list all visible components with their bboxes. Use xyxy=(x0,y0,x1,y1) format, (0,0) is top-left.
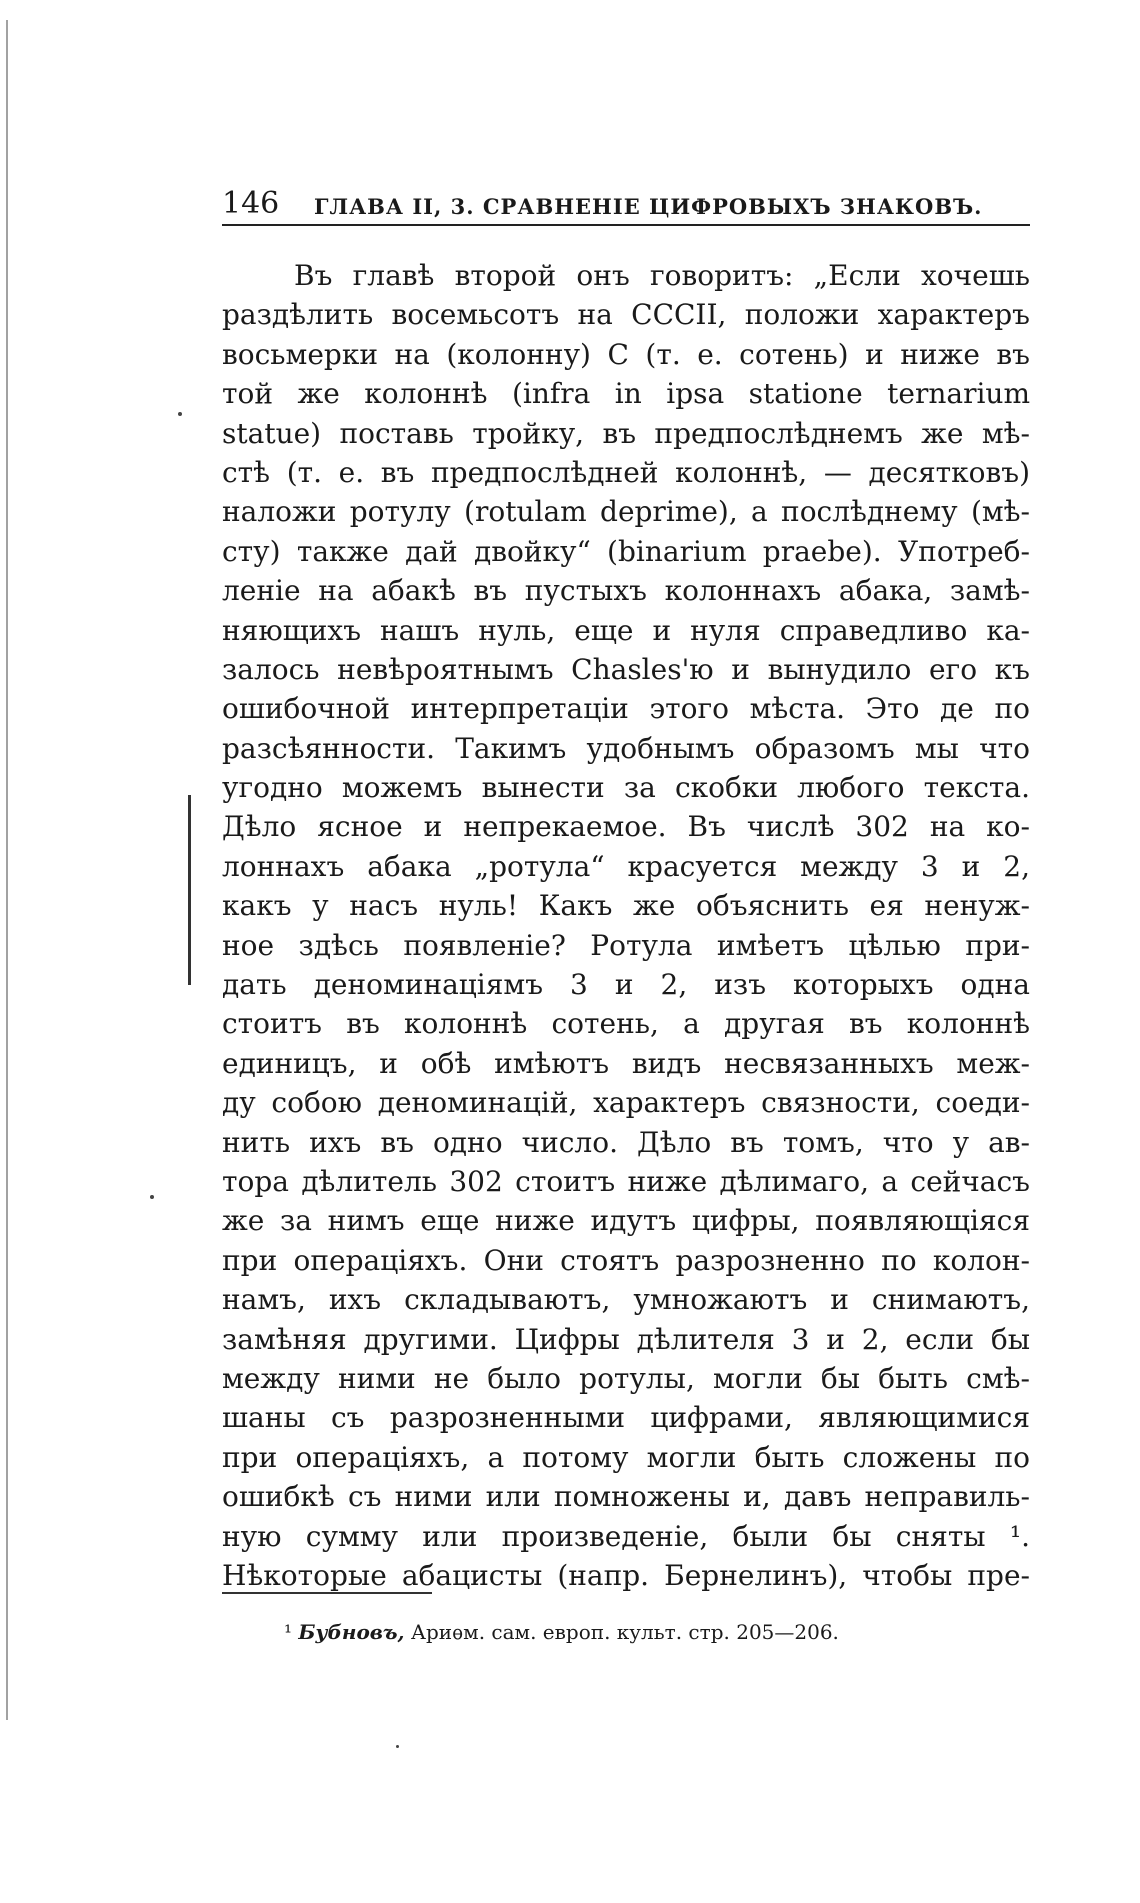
text-line: няющихъ нашъ нуль, еще и нуля справедливо ка- xyxy=(222,613,1030,647)
text-line: восьмерки на (колонну) C (т. е. сотень) и ниже въ xyxy=(222,337,1030,371)
text-line: ное здѣсь появленіе? Ротула имѣетъ цѣлью при- xyxy=(222,928,1030,962)
scan-speck xyxy=(150,1195,154,1199)
scan-edge-line xyxy=(6,20,8,1720)
text-line: Въ главѣ второй онъ говоритъ: „Если хочешь xyxy=(294,259,1030,292)
page-number: 146 xyxy=(222,186,280,221)
text-line: единицъ, и обѣ имѣютъ видъ несвязанныхъ меж- xyxy=(222,1046,1030,1080)
text-line: же за нимъ еще ниже идутъ цифры, появляющіяся xyxy=(222,1204,1030,1238)
text-line: сту) также дай двойку“ (binarium praebe). Употреб- xyxy=(222,534,1030,568)
text-line: Нѣкоторые абацисты (напр. Бернелинъ), чтобы пре- xyxy=(222,1558,1030,1592)
text-line: леніе на абакѣ въ пустыхъ колоннахъ абака, замѣ- xyxy=(222,574,1030,608)
text-line: дать деноминаціямъ 3 и 2, изъ которыхъ одна xyxy=(222,968,1030,1002)
text-line: раздѣлить восемьсотъ на CCCII, положи характеръ xyxy=(222,298,1030,332)
text-line: разсѣянности. Такимъ удобнымъ образомъ мы что xyxy=(222,731,1030,765)
text-line: при операціяхъ. Они стоятъ разрозненно по колон- xyxy=(222,1243,1030,1277)
text-line: ошибкѣ съ ними или помножены и, давъ неправиль- xyxy=(222,1480,1030,1514)
text-line: наложи ротулу (rotulam deprime), а послѣднему (мѣ- xyxy=(222,495,1030,529)
text-line: тора дѣлитель 302 стоитъ ниже дѣлимаго, а сейчасъ xyxy=(222,1164,1030,1198)
text-line: той же колоннѣ (infra in ipsa statione ternarium xyxy=(222,377,1030,411)
footnote-author: Бубновъ, xyxy=(298,1620,405,1644)
text-line: замѣняя другими. Цифры дѣлителя 3 и 2, если бы xyxy=(222,1322,1030,1356)
text-line: стоитъ въ колоннѣ сотень, а другая въ колоннѣ xyxy=(222,1007,1030,1041)
footnote xyxy=(284,1620,839,1644)
body-text xyxy=(222,256,1030,1595)
scan-speck xyxy=(396,1745,399,1748)
running-head: ГЛАВА II, 3. СРАВНЕНІЕ ЦИФРОВЫХЪ ЗНАКОВЪ. xyxy=(314,194,983,219)
text-line: при операціяхъ, а потому могли быть сложены по xyxy=(222,1440,1030,1474)
margin-pencil-mark xyxy=(188,795,191,985)
text-line: нить ихъ въ одно число. Дѣло въ томъ, что у ав- xyxy=(222,1125,1030,1159)
scan-speck xyxy=(178,412,182,416)
text-line: между ними не было ротулы, могли бы быть смѣ- xyxy=(222,1361,1030,1395)
text-line: шаны съ разрозненными цифрами, являющимися xyxy=(222,1401,1030,1435)
text-line: Дѣло ясное и непрекаемое. Въ числѣ 302 на ко- xyxy=(222,810,1030,844)
footnote-marker: ¹ xyxy=(284,1620,293,1644)
text-line: ошибочной интерпретаціи этого мѣста. Это де по xyxy=(222,692,1030,726)
page-header xyxy=(222,188,1030,226)
text-line: ду собою деноминацій, характеръ связности, соеди- xyxy=(222,1086,1030,1120)
text-line: стѣ (т. е. въ предпослѣдней колоннѣ, — десятковъ) xyxy=(222,455,1030,489)
text-line: угодно можемъ вынести за скобки любого текста. xyxy=(222,771,1030,805)
text-line: лоннахъ абака „ротула“ красуется между 3 и 2, xyxy=(222,849,1030,883)
footnote-rule xyxy=(222,1592,432,1594)
text-line: намъ, ихъ складываютъ, умножаютъ и снимаютъ, xyxy=(222,1283,1030,1317)
text-line: ную сумму или произведеніе, были бы сняты ¹. xyxy=(222,1519,1030,1553)
text-line: какъ у насъ нуль! Какъ же объяснить ея ненуж- xyxy=(222,889,1030,923)
text-line: залось невѣроятнымъ Chasles'ю и вынудило его къ xyxy=(222,652,1030,686)
text-line: statue) поставь тройку, въ предпослѣднемъ же мѣ- xyxy=(222,416,1030,450)
footnote-text: Ариѳм. сам. европ. культ. стр. 205—206. xyxy=(410,1620,839,1644)
